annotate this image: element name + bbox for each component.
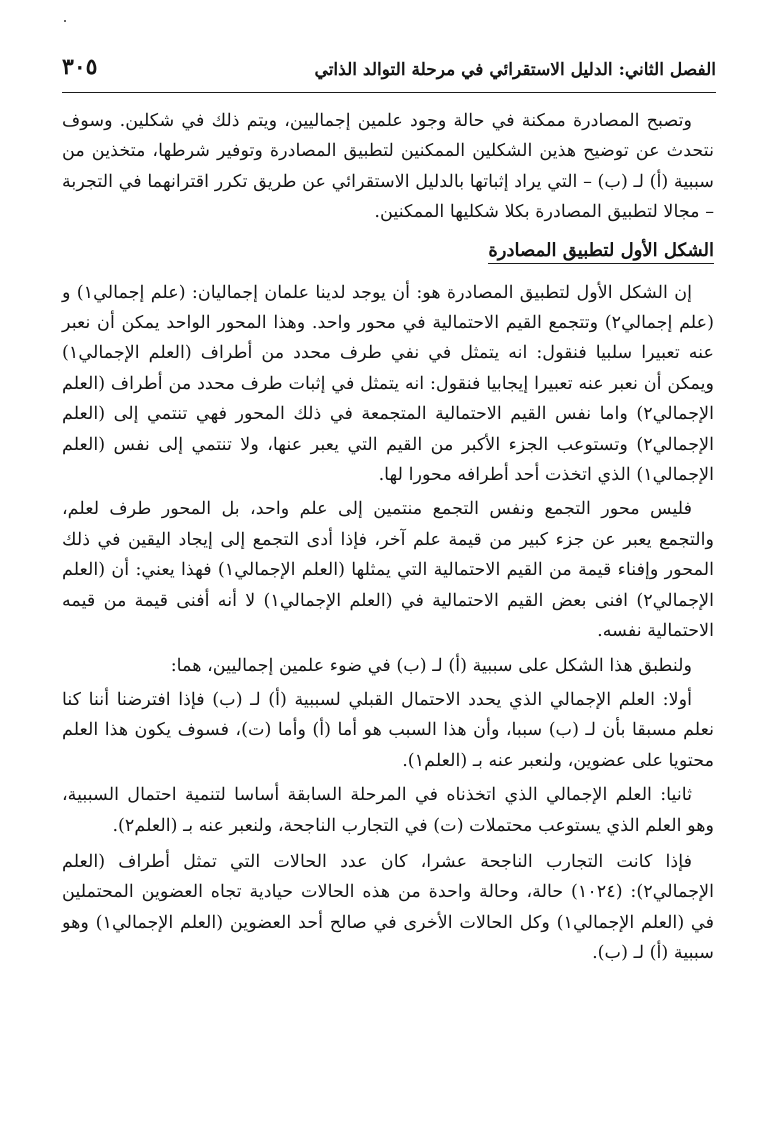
- body-paragraph-3: ولنطبق هذا الشكل على سببية (أ) لـ (ب) في ضوء علمين إجماليين، هما:: [170, 655, 692, 676]
- page-body: [62, 106, 714, 969]
- section-heading: [62, 236, 714, 266]
- running-header: [62, 54, 716, 96]
- body-paragraph-4: أولا: العلم الإجمالي الذي يحدد الاحتمال القبلي لسببية (أ) لـ (ب) فإذا افترضنا أننا كنا نعلم مسبقا بأن لـ (ب) سببا، وأن هذا السبب هو أما (أ) وأما (ت)، فسوف يكون هذا العلم محتويا على عضوين، ولنعبر عنه بـ (العلم١).: [62, 689, 714, 771]
- body-paragraph-2: فليس محور التجمع ونفس التجمع منتمين إلى علم واحد، بل المحور طرف لعلم، والتجمع يعبر عن جزء كبير من قيمة علم آخر، فإذا أدى التجمع إلى إيجاد اليقين في ذلك المحور وإفناء قيمة من القيم الاحتمالية التي يمثلها (العلم الإجمالي١) فهذا يعني: أن (العلم الإجمالي٢) افنى بعض القيم الاحتمالية في (العلم الإجمالي١) لا أنه أفنى قيمة من قيمه الاحتمالية نفسه.: [62, 499, 714, 642]
- page-number: ٣٠٥: [62, 54, 98, 80]
- section-heading-text: الشكل الأول لتطبيق المصادرة: [488, 240, 714, 264]
- body-paragraph-1: إن الشكل الأول لتطبيق المصادرة هو: أن يوجد لدينا علمان إجماليان: (علم إجمالي١) و (علم إجمالي٢) وتتجمع القيم الاحتمالية في محور واحد. وهذا المحور الواحد يمكن أن نعبر عنه تعبيرا سلبيا فنقول: انه يتمثل في نفي طرف محدد من أطراف (العلم الإجمالي١) ويمكن أن نعبر عنه تعبيرا إيجابيا فنقول: انه يتمثل في إثبات طرف محدد من أطراف (العلم الإجمالي٢) واما نفس القيم الاحتمالية المتجمعة في ذلك المحور فهي تنتمي إلى (العلم الإجمالي٢) وتستوعب الجزء الأكبر من القيم التي يعبر عنها، ولا تنتمي إلى نفس (العلم الإجمالي١) الذي اتخذت أحد أطرافه محورا لها.: [62, 282, 714, 486]
- body-paragraph-6: فإذا كانت التجارب الناجحة عشرا، كان عدد الحالات التي تمثل أطراف (العلم الإجمالي٢): (١٠٢٤) حالة، وحالة واحدة من هذه الحالات حيادية تجاه العضوين المحتملين في (العلم الإجمالي١) وكل الحالات الأخرى في صالح أحد العضوين (العلم الإجمالي١) وهو سببية (أ) لـ (ب).: [62, 851, 715, 964]
- chapter-title: الفصل الثاني: الدليل الاستقرائي في مرحلة التوالد الذاتي: [314, 60, 716, 80]
- header-rule: [62, 92, 716, 93]
- body-paragraph-5: ثانيا: العلم الإجمالي الذي اتخذناه في المرحلة السابقة أساسا لتنمية احتمال السببية، وهو العلم الذي يستوعب محتملات (ت) في التجارب الناجحة، ولنعبر عنه بـ (العلم٢).: [62, 785, 714, 836]
- page-speck: [64, 20, 66, 22]
- intro-paragraph: وتصبح المصادرة ممكنة في حالة وجود علمين إجماليين، ويتم ذلك في شكلين. وسوف نتحدث عن توضيح هذين الشكلين الممكنين لتطبيق المصادرة وتوفير شرطها، متخذين من سببية (أ) لـ (ب) – التي يراد إثباتها بالدليل الاستقرائي عن طريق تكرر اقترانهما في التجربة – مجالا لتطبيق المصادرة بكلا شكليها الممكنين.: [62, 111, 714, 223]
